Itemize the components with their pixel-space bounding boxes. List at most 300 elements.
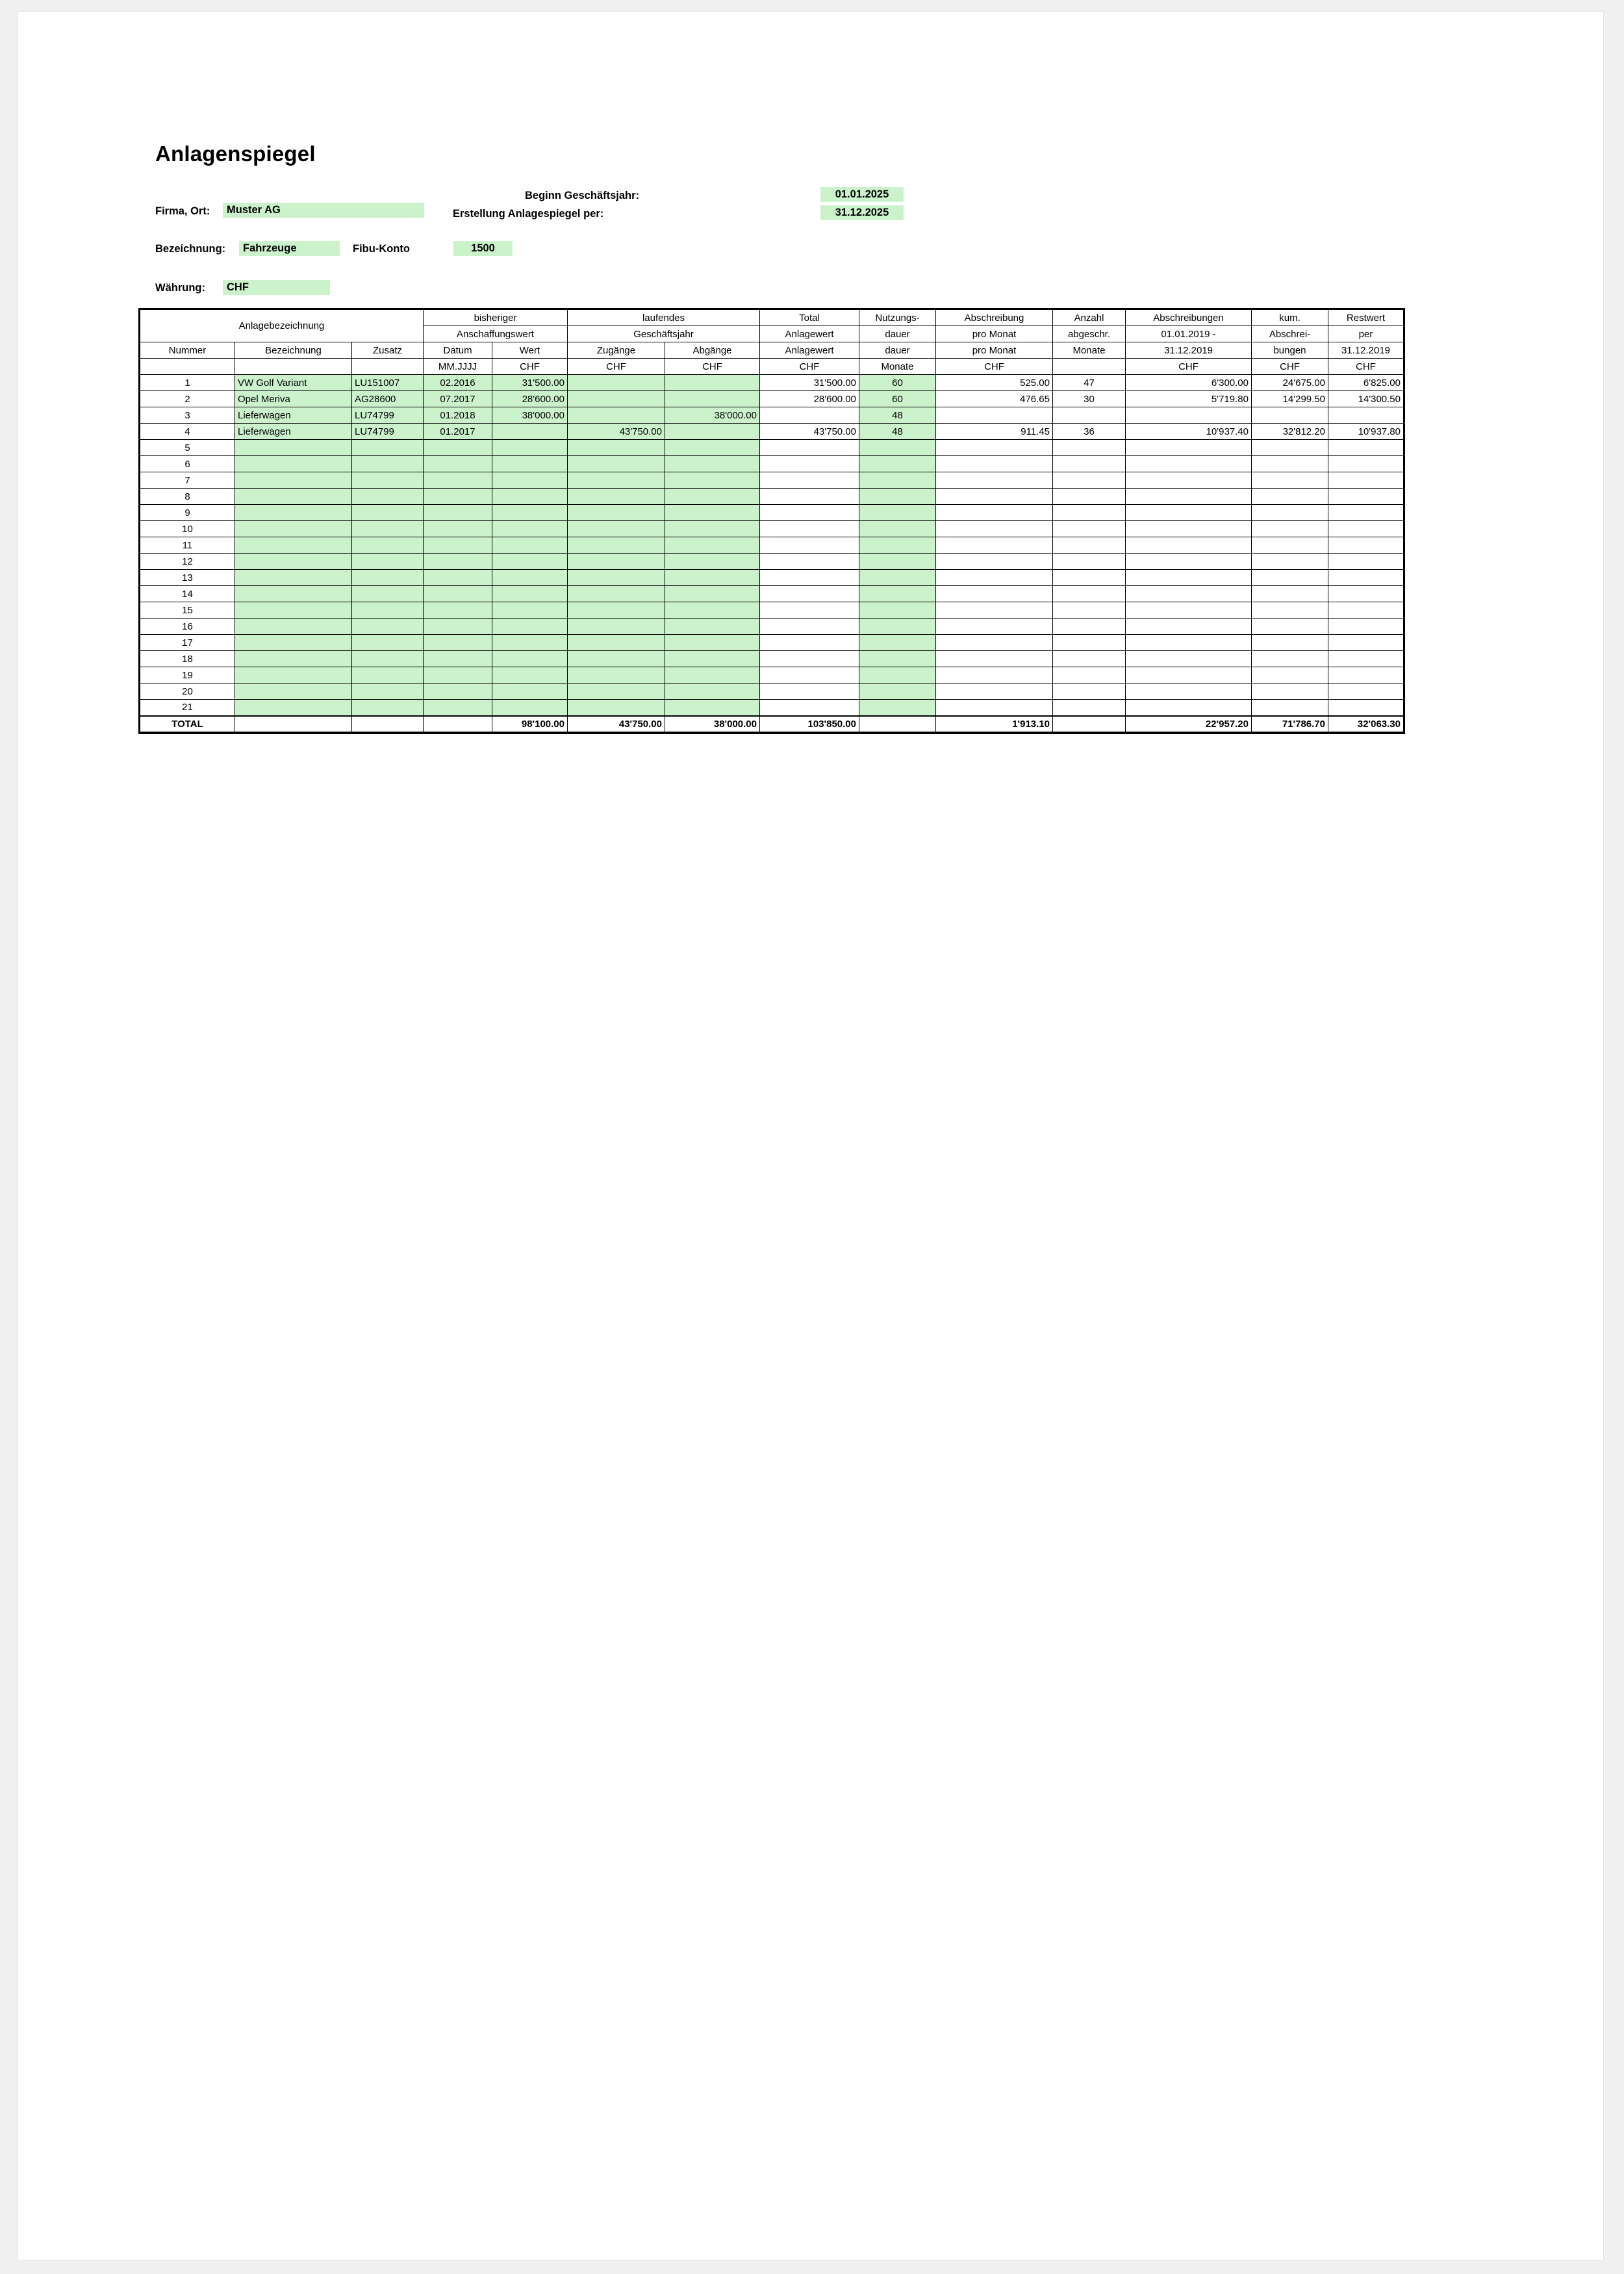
cell-kum-abschr — [1252, 700, 1328, 716]
cell-zusatz[interactable] — [352, 586, 424, 602]
cell-anzahl-monate — [1053, 407, 1126, 424]
table-row — [140, 521, 1404, 537]
cell-kum-abschr — [1252, 635, 1328, 651]
cell-wert[interactable] — [492, 586, 568, 602]
cell-abschr-periode — [1126, 619, 1252, 635]
th-anlagewert: Anlagewert — [760, 326, 859, 342]
cell-abgaenge[interactable]: 38'000.00 — [665, 407, 760, 424]
cell-datum[interactable] — [424, 521, 492, 537]
cell-nutzungsdauer[interactable] — [859, 570, 936, 586]
cell-zusatz[interactable] — [352, 440, 424, 456]
cell-abschr-periode — [1126, 651, 1252, 667]
cell-zugaenge[interactable] — [568, 456, 665, 472]
cell-abgaenge[interactable] — [665, 667, 760, 683]
cell-abgaenge[interactable] — [665, 586, 760, 602]
cell-wert[interactable] — [492, 570, 568, 586]
cell-nutzungsdauer[interactable] — [859, 635, 936, 651]
th-total-anlagewert: Anlagewert — [760, 342, 859, 359]
cell-nummer: 9 — [140, 505, 235, 521]
cell-zusatz[interactable]: LU151007 — [352, 375, 424, 391]
table-head — [140, 310, 1404, 375]
cell-datum[interactable] — [424, 667, 492, 683]
cell-nutzungsdauer[interactable]: 48 — [859, 407, 936, 424]
cell-abgaenge[interactable] — [665, 635, 760, 651]
cell-kum-abschr — [1252, 489, 1328, 505]
cell-abschr-periode — [1126, 667, 1252, 683]
cell-zugaenge[interactable] — [568, 505, 665, 521]
cell-abschr-periode — [1126, 570, 1252, 586]
th-abschreibungen: Abschreibungen — [1126, 310, 1252, 326]
cell-datum[interactable] — [424, 602, 492, 619]
th-datum: Datum — [424, 342, 492, 359]
th-anschaffungswert: Anschaffungswert — [424, 326, 568, 342]
cell-bezeichnung[interactable] — [235, 456, 352, 472]
cell-datum[interactable]: 02.2016 — [424, 375, 492, 391]
total-abgaenge: 38'000.00 — [665, 716, 760, 732]
waehrung-value[interactable]: CHF — [223, 280, 330, 295]
table-row — [140, 375, 1404, 391]
cell-total — [760, 651, 859, 667]
cell-kum-abschr — [1252, 537, 1328, 554]
th-per-datum: 31.12.2019 — [1328, 342, 1404, 359]
cell-restwert — [1328, 602, 1404, 619]
cell-restwert — [1328, 667, 1404, 683]
cell-datum[interactable] — [424, 456, 492, 472]
cell-bezeichnung[interactable] — [235, 651, 352, 667]
cell-total — [760, 683, 859, 700]
cell-anzahl-monate — [1053, 667, 1126, 683]
cell-nummer: 4 — [140, 424, 235, 440]
cell-kum-abschr — [1252, 472, 1328, 489]
cell-zugaenge[interactable] — [568, 489, 665, 505]
cell-nutzungsdauer[interactable] — [859, 440, 936, 456]
cell-abschr-monat — [936, 537, 1053, 554]
cell-zusatz[interactable] — [352, 521, 424, 537]
cell-zugaenge[interactable] — [568, 554, 665, 570]
cell-nummer: 1 — [140, 375, 235, 391]
fibu-konto-value[interactable]: 1500 — [453, 241, 513, 256]
cell-total — [760, 489, 859, 505]
cell-zusatz[interactable] — [352, 537, 424, 554]
cell-bezeichnung[interactable] — [235, 489, 352, 505]
cell-bezeichnung[interactable] — [235, 537, 352, 554]
cell-abschr-monat — [936, 700, 1053, 716]
cell-wert[interactable]: 28'600.00 — [492, 391, 568, 407]
cell-zugaenge[interactable] — [568, 667, 665, 683]
cell-abschr-monat — [936, 489, 1053, 505]
unit-nutzungsdauer: Monate — [859, 359, 936, 375]
cell-kum-abschr — [1252, 570, 1328, 586]
cell-zusatz[interactable] — [352, 667, 424, 683]
cell-anzahl-monate: 30 — [1053, 391, 1126, 407]
cell-kum-abschr — [1252, 521, 1328, 537]
cell-wert[interactable] — [492, 700, 568, 716]
cell-zusatz[interactable] — [352, 602, 424, 619]
total-wert: 98'100.00 — [492, 716, 568, 732]
cell-abschr-monat — [936, 521, 1053, 537]
cell-zusatz[interactable] — [352, 570, 424, 586]
th-bungen: bungen — [1252, 342, 1328, 359]
cell-abschr-periode — [1126, 505, 1252, 521]
cell-zugaenge[interactable] — [568, 440, 665, 456]
cell-abgaenge[interactable] — [665, 505, 760, 521]
cell-nutzungsdauer[interactable] — [859, 521, 936, 537]
cell-nutzungsdauer[interactable] — [859, 700, 936, 716]
cell-wert[interactable]: 38'000.00 — [492, 407, 568, 424]
cell-restwert — [1328, 683, 1404, 700]
th-bezeichnung: Bezeichnung — [235, 342, 352, 359]
bezeichnung-value[interactable]: Fahrzeuge — [239, 241, 340, 256]
cell-bezeichnung[interactable]: Lieferwagen — [235, 407, 352, 424]
th-zusatz: Zusatz — [352, 342, 424, 359]
cell-total — [760, 619, 859, 635]
cell-restwert — [1328, 440, 1404, 456]
unit-zusatz — [352, 359, 424, 375]
cell-abschr-periode: 10'937.40 — [1126, 424, 1252, 440]
cell-abschr-periode — [1126, 554, 1252, 570]
cell-datum[interactable] — [424, 651, 492, 667]
total-zusatz — [352, 716, 424, 732]
cell-nummer: 13 — [140, 570, 235, 586]
cell-datum[interactable] — [424, 505, 492, 521]
table-row — [140, 391, 1404, 407]
cell-wert[interactable] — [492, 456, 568, 472]
cell-nummer: 10 — [140, 521, 235, 537]
cell-zugaenge[interactable] — [568, 391, 665, 407]
cell-abschr-periode — [1126, 472, 1252, 489]
table-foot — [140, 716, 1404, 732]
th-nummer: Nummer — [140, 342, 235, 359]
cell-zusatz[interactable] — [352, 683, 424, 700]
cell-kum-abschr — [1252, 505, 1328, 521]
cell-datum[interactable] — [424, 635, 492, 651]
unit-nummer — [140, 359, 235, 375]
table-row — [140, 505, 1404, 521]
cell-wert[interactable] — [492, 505, 568, 521]
cell-total — [760, 521, 859, 537]
table-row — [140, 635, 1404, 651]
cell-total — [760, 700, 859, 716]
cell-datum[interactable]: 07.2017 — [424, 391, 492, 407]
firma-value[interactable]: Muster AG — [223, 203, 424, 218]
cell-datum[interactable] — [424, 489, 492, 505]
cell-total — [760, 602, 859, 619]
th-kum: kum. — [1252, 310, 1328, 326]
table-row — [140, 602, 1404, 619]
cell-zugaenge[interactable] — [568, 375, 665, 391]
cell-wert[interactable] — [492, 619, 568, 635]
th-per: per — [1328, 326, 1404, 342]
cell-zusatz[interactable] — [352, 619, 424, 635]
asset-table-wrapper — [138, 308, 1405, 734]
cell-abschr-monat — [936, 407, 1053, 424]
cell-nutzungsdauer[interactable] — [859, 537, 936, 554]
cell-zusatz[interactable] — [352, 635, 424, 651]
cell-bezeichnung[interactable] — [235, 505, 352, 521]
cell-anzahl-monate — [1053, 505, 1126, 521]
cell-anzahl-monate — [1053, 440, 1126, 456]
cell-zusatz[interactable] — [352, 700, 424, 716]
th-periode: 01.01.2019 - — [1126, 326, 1252, 342]
table-row — [140, 456, 1404, 472]
cell-nutzungsdauer[interactable]: 60 — [859, 375, 936, 391]
cell-nutzungsdauer[interactable] — [859, 683, 936, 700]
cell-zusatz[interactable] — [352, 651, 424, 667]
cell-abgaenge[interactable] — [665, 619, 760, 635]
cell-bezeichnung[interactable] — [235, 635, 352, 651]
cell-zusatz[interactable]: LU74799 — [352, 407, 424, 424]
cell-abgaenge[interactable] — [665, 683, 760, 700]
cell-restwert — [1328, 619, 1404, 635]
cell-datum[interactable] — [424, 554, 492, 570]
th-bisheriger: bisheriger — [424, 310, 568, 326]
cell-bezeichnung[interactable] — [235, 619, 352, 635]
cell-wert[interactable] — [492, 667, 568, 683]
cell-nutzungsdauer[interactable] — [859, 472, 936, 489]
cell-anzahl-monate: 36 — [1053, 424, 1126, 440]
cell-abgaenge[interactable] — [665, 554, 760, 570]
cell-zugaenge[interactable] — [568, 407, 665, 424]
cell-total — [760, 440, 859, 456]
cell-kum-abschr — [1252, 619, 1328, 635]
unit-restwert: CHF — [1328, 359, 1404, 375]
cell-nutzungsdauer[interactable] — [859, 602, 936, 619]
cell-abgaenge[interactable] — [665, 391, 760, 407]
total-abschr-monat: 1'913.10 — [936, 716, 1053, 732]
cell-abgaenge[interactable] — [665, 489, 760, 505]
cell-datum[interactable] — [424, 472, 492, 489]
cell-abschr-monat — [936, 505, 1053, 521]
cell-wert[interactable] — [492, 440, 568, 456]
cell-datum[interactable] — [424, 619, 492, 635]
cell-datum[interactable] — [424, 683, 492, 700]
cell-nutzungsdauer[interactable] — [859, 505, 936, 521]
table-row — [140, 683, 1404, 700]
th-pro-monat: pro Monat — [936, 326, 1053, 342]
table-row — [140, 489, 1404, 505]
cell-nutzungsdauer[interactable] — [859, 586, 936, 602]
erstellung-value[interactable]: 31.12.2025 — [820, 205, 904, 220]
cell-abgaenge[interactable] — [665, 424, 760, 440]
th-laufendes: laufendes — [568, 310, 760, 326]
cell-zugaenge[interactable] — [568, 683, 665, 700]
cell-abgaenge[interactable] — [665, 456, 760, 472]
cell-anzahl-monate — [1053, 602, 1126, 619]
cell-anzahl-monate — [1053, 683, 1126, 700]
cell-datum[interactable] — [424, 700, 492, 716]
cell-datum[interactable] — [424, 537, 492, 554]
cell-nummer: 7 — [140, 472, 235, 489]
cell-zugaenge[interactable] — [568, 619, 665, 635]
cell-bezeichnung[interactable]: Opel Meriva — [235, 391, 352, 407]
header-fields — [138, 178, 1477, 308]
total-abschr-periode: 22'957.20 — [1126, 716, 1252, 732]
cell-abgaenge[interactable] — [665, 570, 760, 586]
cell-bezeichnung[interactable] — [235, 700, 352, 716]
cell-total: 43'750.00 — [760, 424, 859, 440]
cell-anzahl-monate — [1053, 456, 1126, 472]
th-wert: Wert — [492, 342, 568, 359]
unit-abschr-periode: CHF — [1126, 359, 1252, 375]
cell-kum-abschr — [1252, 651, 1328, 667]
cell-bezeichnung[interactable] — [235, 570, 352, 586]
cell-nutzungsdauer[interactable]: 48 — [859, 424, 936, 440]
th-anlagebezeichnung: Anlagebezeichnung — [140, 310, 424, 342]
cell-wert[interactable] — [492, 651, 568, 667]
th-abgaenge: Abgänge — [665, 342, 760, 359]
cell-zusatz[interactable] — [352, 505, 424, 521]
cell-zugaenge[interactable] — [568, 537, 665, 554]
cell-zugaenge[interactable] — [568, 586, 665, 602]
cell-wert[interactable] — [492, 424, 568, 440]
cell-bezeichnung[interactable]: Lieferwagen — [235, 424, 352, 440]
cell-nutzungsdauer[interactable] — [859, 667, 936, 683]
table-row — [140, 407, 1404, 424]
cell-bezeichnung[interactable] — [235, 602, 352, 619]
waehrung-label: Währung: — [155, 282, 205, 294]
cell-nummer: 5 — [140, 440, 235, 456]
cell-bezeichnung[interactable] — [235, 521, 352, 537]
cell-zugaenge[interactable] — [568, 635, 665, 651]
cell-abschr-monat — [936, 570, 1053, 586]
th-abgeschr: abgeschr. — [1053, 326, 1126, 342]
cell-zusatz[interactable]: LU74799 — [352, 424, 424, 440]
cell-nutzungsdauer[interactable] — [859, 554, 936, 570]
cell-bezeichnung[interactable] — [235, 554, 352, 570]
cell-zugaenge[interactable] — [568, 700, 665, 716]
cell-bezeichnung[interactable] — [235, 472, 352, 489]
cell-bezeichnung[interactable] — [235, 586, 352, 602]
cell-restwert — [1328, 570, 1404, 586]
cell-wert[interactable] — [492, 521, 568, 537]
cell-wert[interactable] — [492, 602, 568, 619]
cell-datum[interactable]: 01.2017 — [424, 424, 492, 440]
cell-total — [760, 472, 859, 489]
cell-zugaenge[interactable] — [568, 472, 665, 489]
cell-zugaenge[interactable] — [568, 521, 665, 537]
cell-zugaenge[interactable]: 43'750.00 — [568, 424, 665, 440]
unit-anzahl-monate — [1053, 359, 1126, 375]
cell-abgaenge[interactable] — [665, 375, 760, 391]
unit-datum: MM.JJJJ — [424, 359, 492, 375]
cell-abgaenge[interactable] — [665, 651, 760, 667]
cell-restwert: 14'300.50 — [1328, 391, 1404, 407]
cell-nummer: 17 — [140, 635, 235, 651]
cell-bezeichnung[interactable] — [235, 683, 352, 700]
cell-nummer: 2 — [140, 391, 235, 407]
cell-abschr-periode — [1126, 586, 1252, 602]
fibu-konto-label: Fibu-Konto — [353, 243, 410, 255]
cell-zusatz[interactable] — [352, 456, 424, 472]
cell-zugaenge[interactable] — [568, 651, 665, 667]
table-row — [140, 586, 1404, 602]
cell-zusatz[interactable] — [352, 472, 424, 489]
th-dauer-2: dauer — [859, 342, 936, 359]
erstellung-label: Erstellung Anlagespiegel per: — [453, 208, 604, 220]
cell-zusatz[interactable] — [352, 554, 424, 570]
cell-abschr-periode — [1126, 683, 1252, 700]
cell-abschr-periode — [1126, 700, 1252, 716]
cell-zugaenge[interactable] — [568, 602, 665, 619]
cell-anzahl-monate — [1053, 489, 1126, 505]
cell-abgaenge[interactable] — [665, 700, 760, 716]
cell-abschr-periode — [1126, 489, 1252, 505]
cell-anzahl-monate — [1053, 619, 1126, 635]
cell-bezeichnung[interactable] — [235, 440, 352, 456]
asset-table — [140, 309, 1404, 733]
cell-nutzungsdauer[interactable] — [859, 456, 936, 472]
cell-datum[interactable] — [424, 586, 492, 602]
cell-datum[interactable]: 01.2018 — [424, 407, 492, 424]
cell-nutzungsdauer[interactable] — [859, 489, 936, 505]
cell-nummer: 18 — [140, 651, 235, 667]
cell-wert[interactable] — [492, 537, 568, 554]
cell-abgaenge[interactable] — [665, 472, 760, 489]
cell-wert[interactable] — [492, 472, 568, 489]
cell-wert[interactable] — [492, 635, 568, 651]
unit-wert: CHF — [492, 359, 568, 375]
cell-restwert — [1328, 700, 1404, 716]
cell-datum[interactable] — [424, 570, 492, 586]
cell-abschr-monat — [936, 440, 1053, 456]
th-nutzungs: Nutzungs- — [859, 310, 936, 326]
cell-anzahl-monate — [1053, 537, 1126, 554]
cell-anzahl-monate — [1053, 554, 1126, 570]
total-kum-abschr: 71'786.70 — [1252, 716, 1328, 732]
cell-nummer: 16 — [140, 619, 235, 635]
cell-nutzungsdauer[interactable]: 60 — [859, 391, 936, 407]
beginn-value[interactable]: 01.01.2025 — [820, 187, 904, 202]
th-pro-monat-2: pro Monat — [936, 342, 1053, 359]
cell-anzahl-monate — [1053, 651, 1126, 667]
th-anzahl: Anzahl — [1053, 310, 1126, 326]
cell-bezeichnung[interactable] — [235, 667, 352, 683]
cell-abschr-monat — [936, 472, 1053, 489]
total-bezeichnung — [235, 716, 352, 732]
cell-abschr-monat: 911.45 — [936, 424, 1053, 440]
cell-abgaenge[interactable] — [665, 521, 760, 537]
cell-zugaenge[interactable] — [568, 570, 665, 586]
cell-datum[interactable] — [424, 440, 492, 456]
th-abschreibung: Abschreibung — [936, 310, 1053, 326]
table-body — [140, 375, 1404, 716]
cell-wert[interactable] — [492, 683, 568, 700]
cell-zusatz[interactable]: AG28600 — [352, 391, 424, 407]
total-label: TOTAL — [140, 716, 235, 732]
cell-kum-abschr — [1252, 683, 1328, 700]
cell-nutzungsdauer[interactable] — [859, 619, 936, 635]
cell-kum-abschr — [1252, 667, 1328, 683]
cell-bezeichnung[interactable]: VW Golf Variant — [235, 375, 352, 391]
cell-abgaenge[interactable] — [665, 440, 760, 456]
cell-zusatz[interactable] — [352, 489, 424, 505]
cell-wert[interactable] — [492, 489, 568, 505]
table-row — [140, 700, 1404, 716]
cell-restwert — [1328, 635, 1404, 651]
th-geschaeftsjahr: Geschäftsjahr — [568, 326, 760, 342]
cell-nummer: 20 — [140, 683, 235, 700]
cell-abgaenge[interactable] — [665, 602, 760, 619]
cell-total — [760, 570, 859, 586]
cell-total — [760, 456, 859, 472]
cell-nutzungsdauer[interactable] — [859, 651, 936, 667]
table-row — [140, 424, 1404, 440]
cell-abgaenge[interactable] — [665, 537, 760, 554]
cell-anzahl-monate — [1053, 700, 1126, 716]
cell-wert[interactable]: 31'500.00 — [492, 375, 568, 391]
firma-label: Firma, Ort: — [155, 205, 210, 217]
cell-wert[interactable] — [492, 554, 568, 570]
